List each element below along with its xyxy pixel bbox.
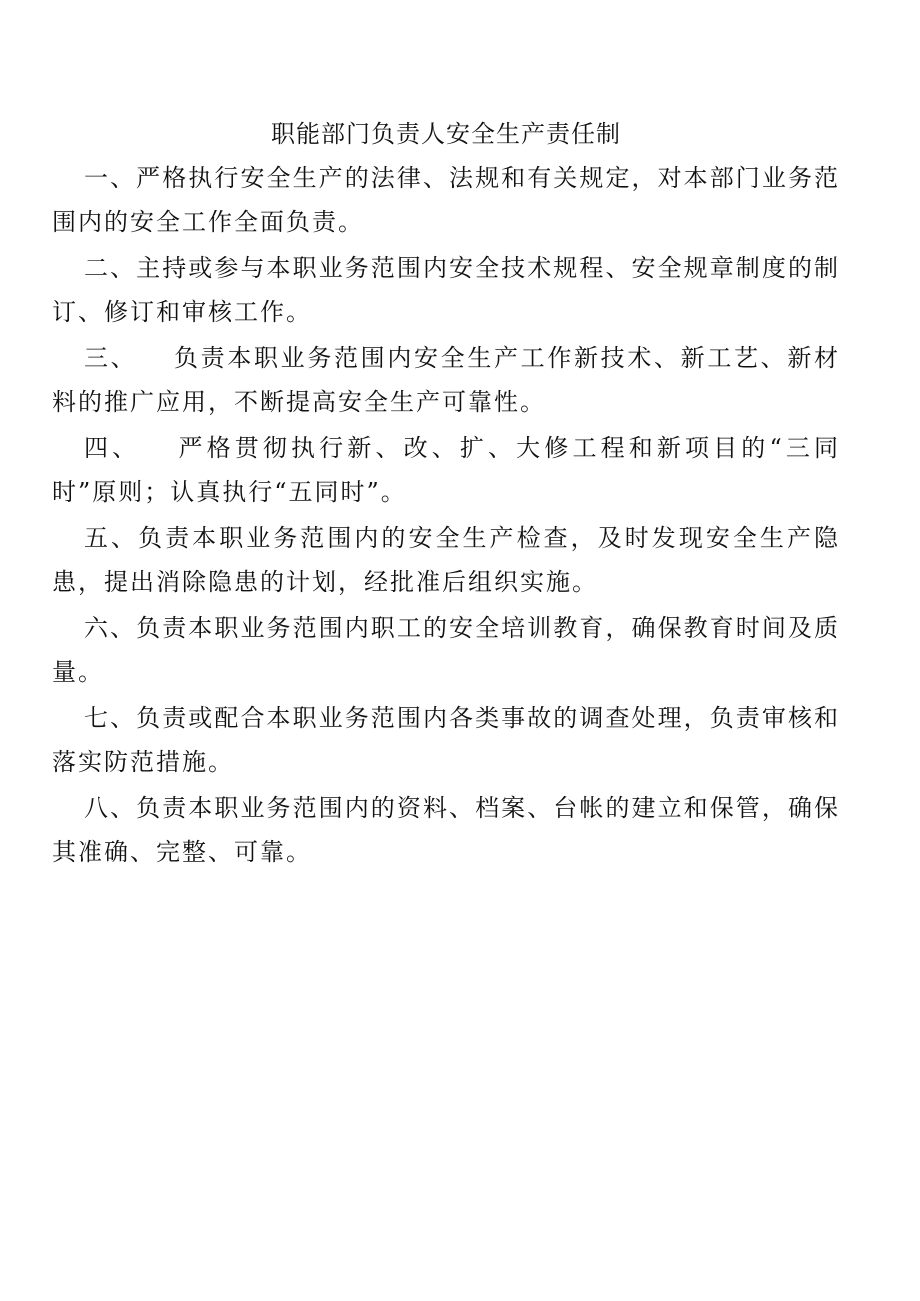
paragraph-number: 五、 [84, 524, 139, 552]
paragraph-number: 八、 [84, 794, 137, 822]
paragraph-text: 负责本职业务范围内安全生产工作新技术、新工艺、新材料的推广应用，不断提高安全生产可靠性。 [52, 344, 841, 416]
paragraph-number: 七、 [84, 704, 137, 732]
paragraph-2 [52, 246, 840, 334]
paragraph-number: 四、 [84, 434, 141, 462]
paragraph-number: 二、 [84, 254, 137, 282]
paragraph-number: 三、 [84, 344, 138, 372]
paragraph-text: 负责本职业务范围内的安全生产检查，及时发现安全生产隐患，提出消除隐患的计划，经批准后组织实施。 [52, 524, 841, 596]
paragraph-number: 六、 [84, 614, 137, 642]
paragraph-text: 负责或配合本职业务范围内各类事故的调查处理，负责审核和落实防范措施。 [52, 704, 841, 776]
paragraph-5 [52, 516, 840, 604]
paragraph-text: 负责本职业务范围内职工的安全培训教育，确保教育时间及质量。 [52, 614, 841, 686]
paragraph-7 [52, 696, 840, 784]
paragraph-1 [52, 156, 840, 244]
paragraph-text: 严格执行安全生产的法律、法规和有关规定，对本部门业务范围内的安全工作全面负责。 [52, 164, 841, 236]
paragraph-number: 一、 [84, 164, 137, 192]
document-page [52, 114, 840, 876]
paragraph-text: 负责本职业务范围内的资料、档案、台帐的建立和保管，确保其准确、完整、可靠。 [52, 794, 841, 866]
paragraph-4 [52, 426, 840, 514]
paragraph-6 [52, 606, 840, 694]
document-title: 职能部门负责人安全生产责任制 [271, 120, 621, 148]
paragraph-text: 严格贯彻执行新、改、扩、大修工程和新项目的“三同时”原则；认真执行“五同时”。 [52, 434, 840, 506]
paragraph-text: 主持或参与本职业务范围内安全技术规程、安全规章制度的制订、修订和审核工作。 [52, 254, 841, 326]
paragraph-3 [52, 336, 840, 424]
paragraph-8 [52, 786, 840, 874]
